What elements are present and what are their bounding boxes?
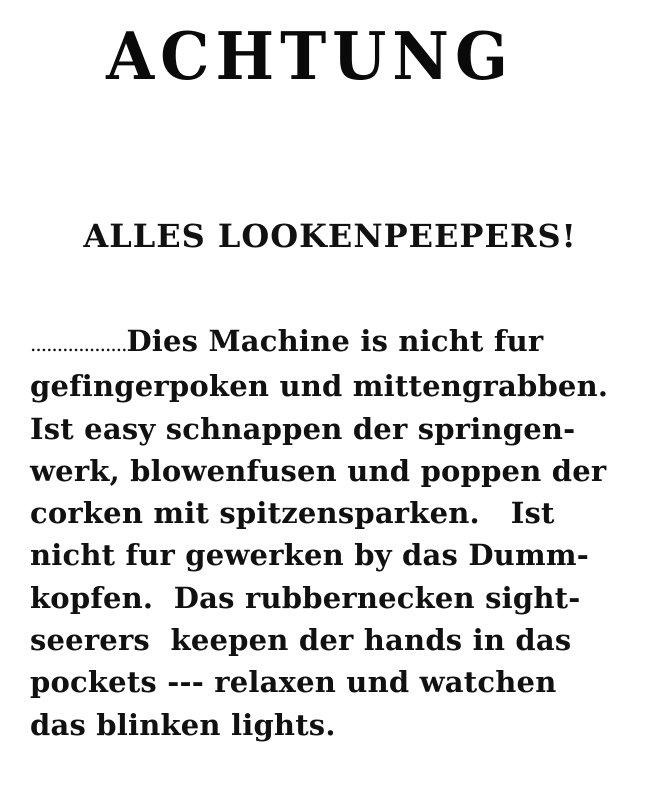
body-line-1 bbox=[30, 320, 640, 365]
body-line-10: das blinken lights. bbox=[30, 707, 336, 742]
body-line-9: pockets --- relaxen und watchen bbox=[30, 665, 557, 700]
body-line-2: gefingerpoken und mittengrabben. bbox=[30, 369, 609, 404]
body-line-4: werk, blowenfusen und poppen der bbox=[30, 453, 607, 488]
body-line-8: seerers keepen der hands in das bbox=[30, 623, 572, 658]
body-line-5: corken mit spitzensparken. Ist bbox=[30, 496, 555, 531]
body-line-6: nicht fur gewerken by das Dumm- bbox=[30, 538, 589, 573]
sign-title: ACHTUNG bbox=[106, 18, 514, 95]
body-line-1-text: Dies Machine is nicht fur bbox=[126, 324, 544, 358]
leader-dots: .................. bbox=[30, 332, 127, 356]
sign-subtitle: ALLES LOOKENPEEPERS! bbox=[83, 217, 577, 255]
sign-body bbox=[30, 320, 640, 746]
body-line-3: Ist easy schnappen der springen- bbox=[30, 411, 576, 446]
body-line-7: kopfen. Das rubbernecken sight- bbox=[30, 580, 581, 615]
